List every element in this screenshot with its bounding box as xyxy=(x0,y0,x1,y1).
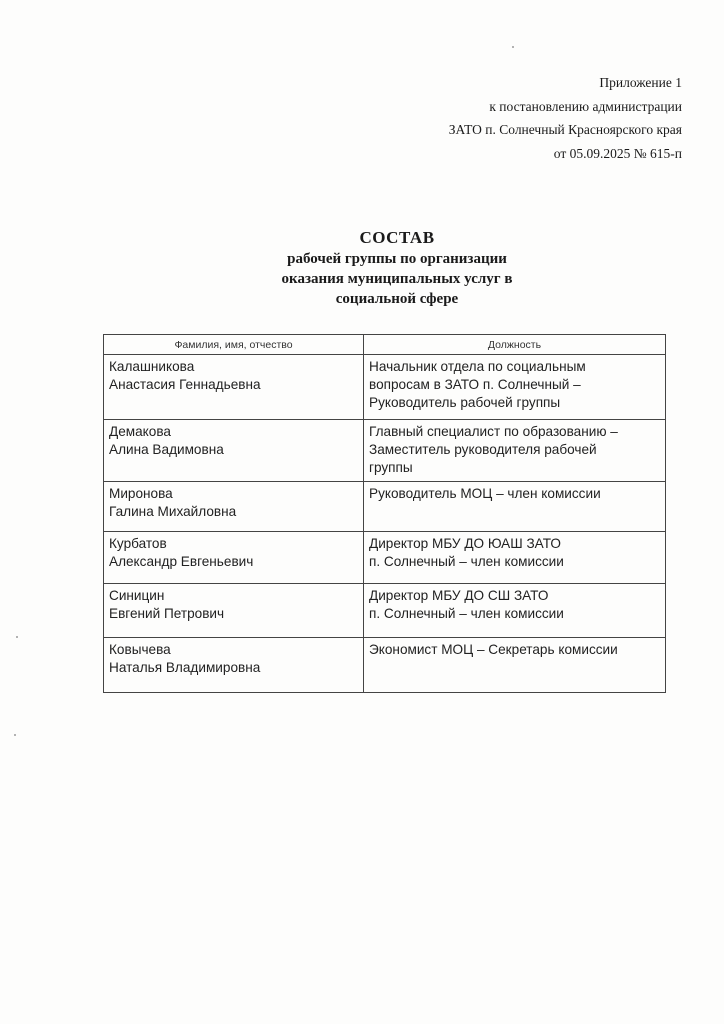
member-position-line: Директор МБУ ДО ЮАШ ЗАТО xyxy=(369,536,561,551)
member-name-cell xyxy=(104,584,364,638)
member-name-line: Алина Вадимовна xyxy=(109,442,224,457)
member-name-cell xyxy=(104,638,364,693)
member-name-cell xyxy=(104,482,364,532)
member-position-cell xyxy=(364,482,666,532)
member-name-line: Курбатов xyxy=(109,536,167,551)
table-row xyxy=(104,420,666,482)
document-heading xyxy=(0,227,724,309)
member-position-cell xyxy=(364,638,666,693)
member-name-cell xyxy=(104,355,364,420)
appendix-block xyxy=(449,71,682,165)
table-row xyxy=(104,532,666,584)
subtitle-line: оказания муниципальных услуг в xyxy=(281,271,513,287)
appendix-line: от 05.09.2025 № 615-п xyxy=(553,145,682,161)
table-row xyxy=(104,584,666,638)
members-table-body xyxy=(104,355,666,693)
document-subtitle xyxy=(0,249,724,309)
table-row xyxy=(104,482,666,532)
member-position-line: Главный специалист по образованию – xyxy=(369,424,618,439)
subtitle-line: рабочей группы по организации xyxy=(287,251,507,267)
member-position-line: Экономист МОЦ – Секретарь комиссии xyxy=(369,642,618,657)
member-position-cell xyxy=(364,532,666,584)
member-name-line: Галина Михайловна xyxy=(109,504,237,519)
member-position-line: группы xyxy=(369,460,413,475)
column-header-position: Должность xyxy=(364,335,666,355)
table-row xyxy=(104,638,666,693)
appendix-line: к постановлению администрации xyxy=(489,98,682,114)
member-position-line: Начальник отдела по социальным xyxy=(369,359,586,374)
member-name-line: Евгений Петрович xyxy=(109,606,225,621)
subtitle-line: социальной сфере xyxy=(335,291,459,307)
member-position-line: п. Солнечный – член комиссии xyxy=(369,554,564,569)
member-name-cell xyxy=(104,420,364,482)
scan-speck xyxy=(14,734,16,736)
member-position-line: Руководитель МОЦ – член комиссии xyxy=(369,486,601,501)
member-position-line: Заместитель руководителя рабочей xyxy=(369,442,597,457)
member-name-line: Ковычева xyxy=(109,642,171,657)
members-table xyxy=(103,334,666,693)
column-header-name: Фамилия, имя, отчество xyxy=(104,335,364,355)
member-name-line: Анастасия Геннадьевна xyxy=(109,377,261,392)
member-position-cell xyxy=(364,355,666,420)
member-position-line: Руководитель рабочей группы xyxy=(369,395,561,410)
member-name-line: Наталья Владимировна xyxy=(109,660,261,675)
member-name-line: Синицин xyxy=(109,588,165,603)
member-name-line: Демакова xyxy=(109,424,171,439)
appendix-line: Приложение 1 xyxy=(599,75,682,90)
member-position-cell xyxy=(364,584,666,638)
member-name-line: Калашникова xyxy=(109,359,195,374)
member-position-line: Директор МБУ ДО СШ ЗАТО xyxy=(369,588,549,603)
scan-speck xyxy=(16,636,18,638)
member-position-line: п. Солнечный – член комиссии xyxy=(369,606,564,621)
member-name-line: Александр Евгеньевич xyxy=(109,554,254,569)
member-position-cell xyxy=(364,420,666,482)
member-name-cell xyxy=(104,532,364,584)
table-row xyxy=(104,355,666,420)
member-name-line: Миронова xyxy=(109,486,173,501)
table-header-row xyxy=(104,335,666,355)
document-title: СОСТАВ xyxy=(359,228,435,247)
appendix-line: ЗАТО п. Солнечный Красноярского края xyxy=(448,122,682,137)
scan-speck xyxy=(512,46,514,48)
member-position-line: вопросам в ЗАТО п. Солнечный – xyxy=(369,377,581,392)
